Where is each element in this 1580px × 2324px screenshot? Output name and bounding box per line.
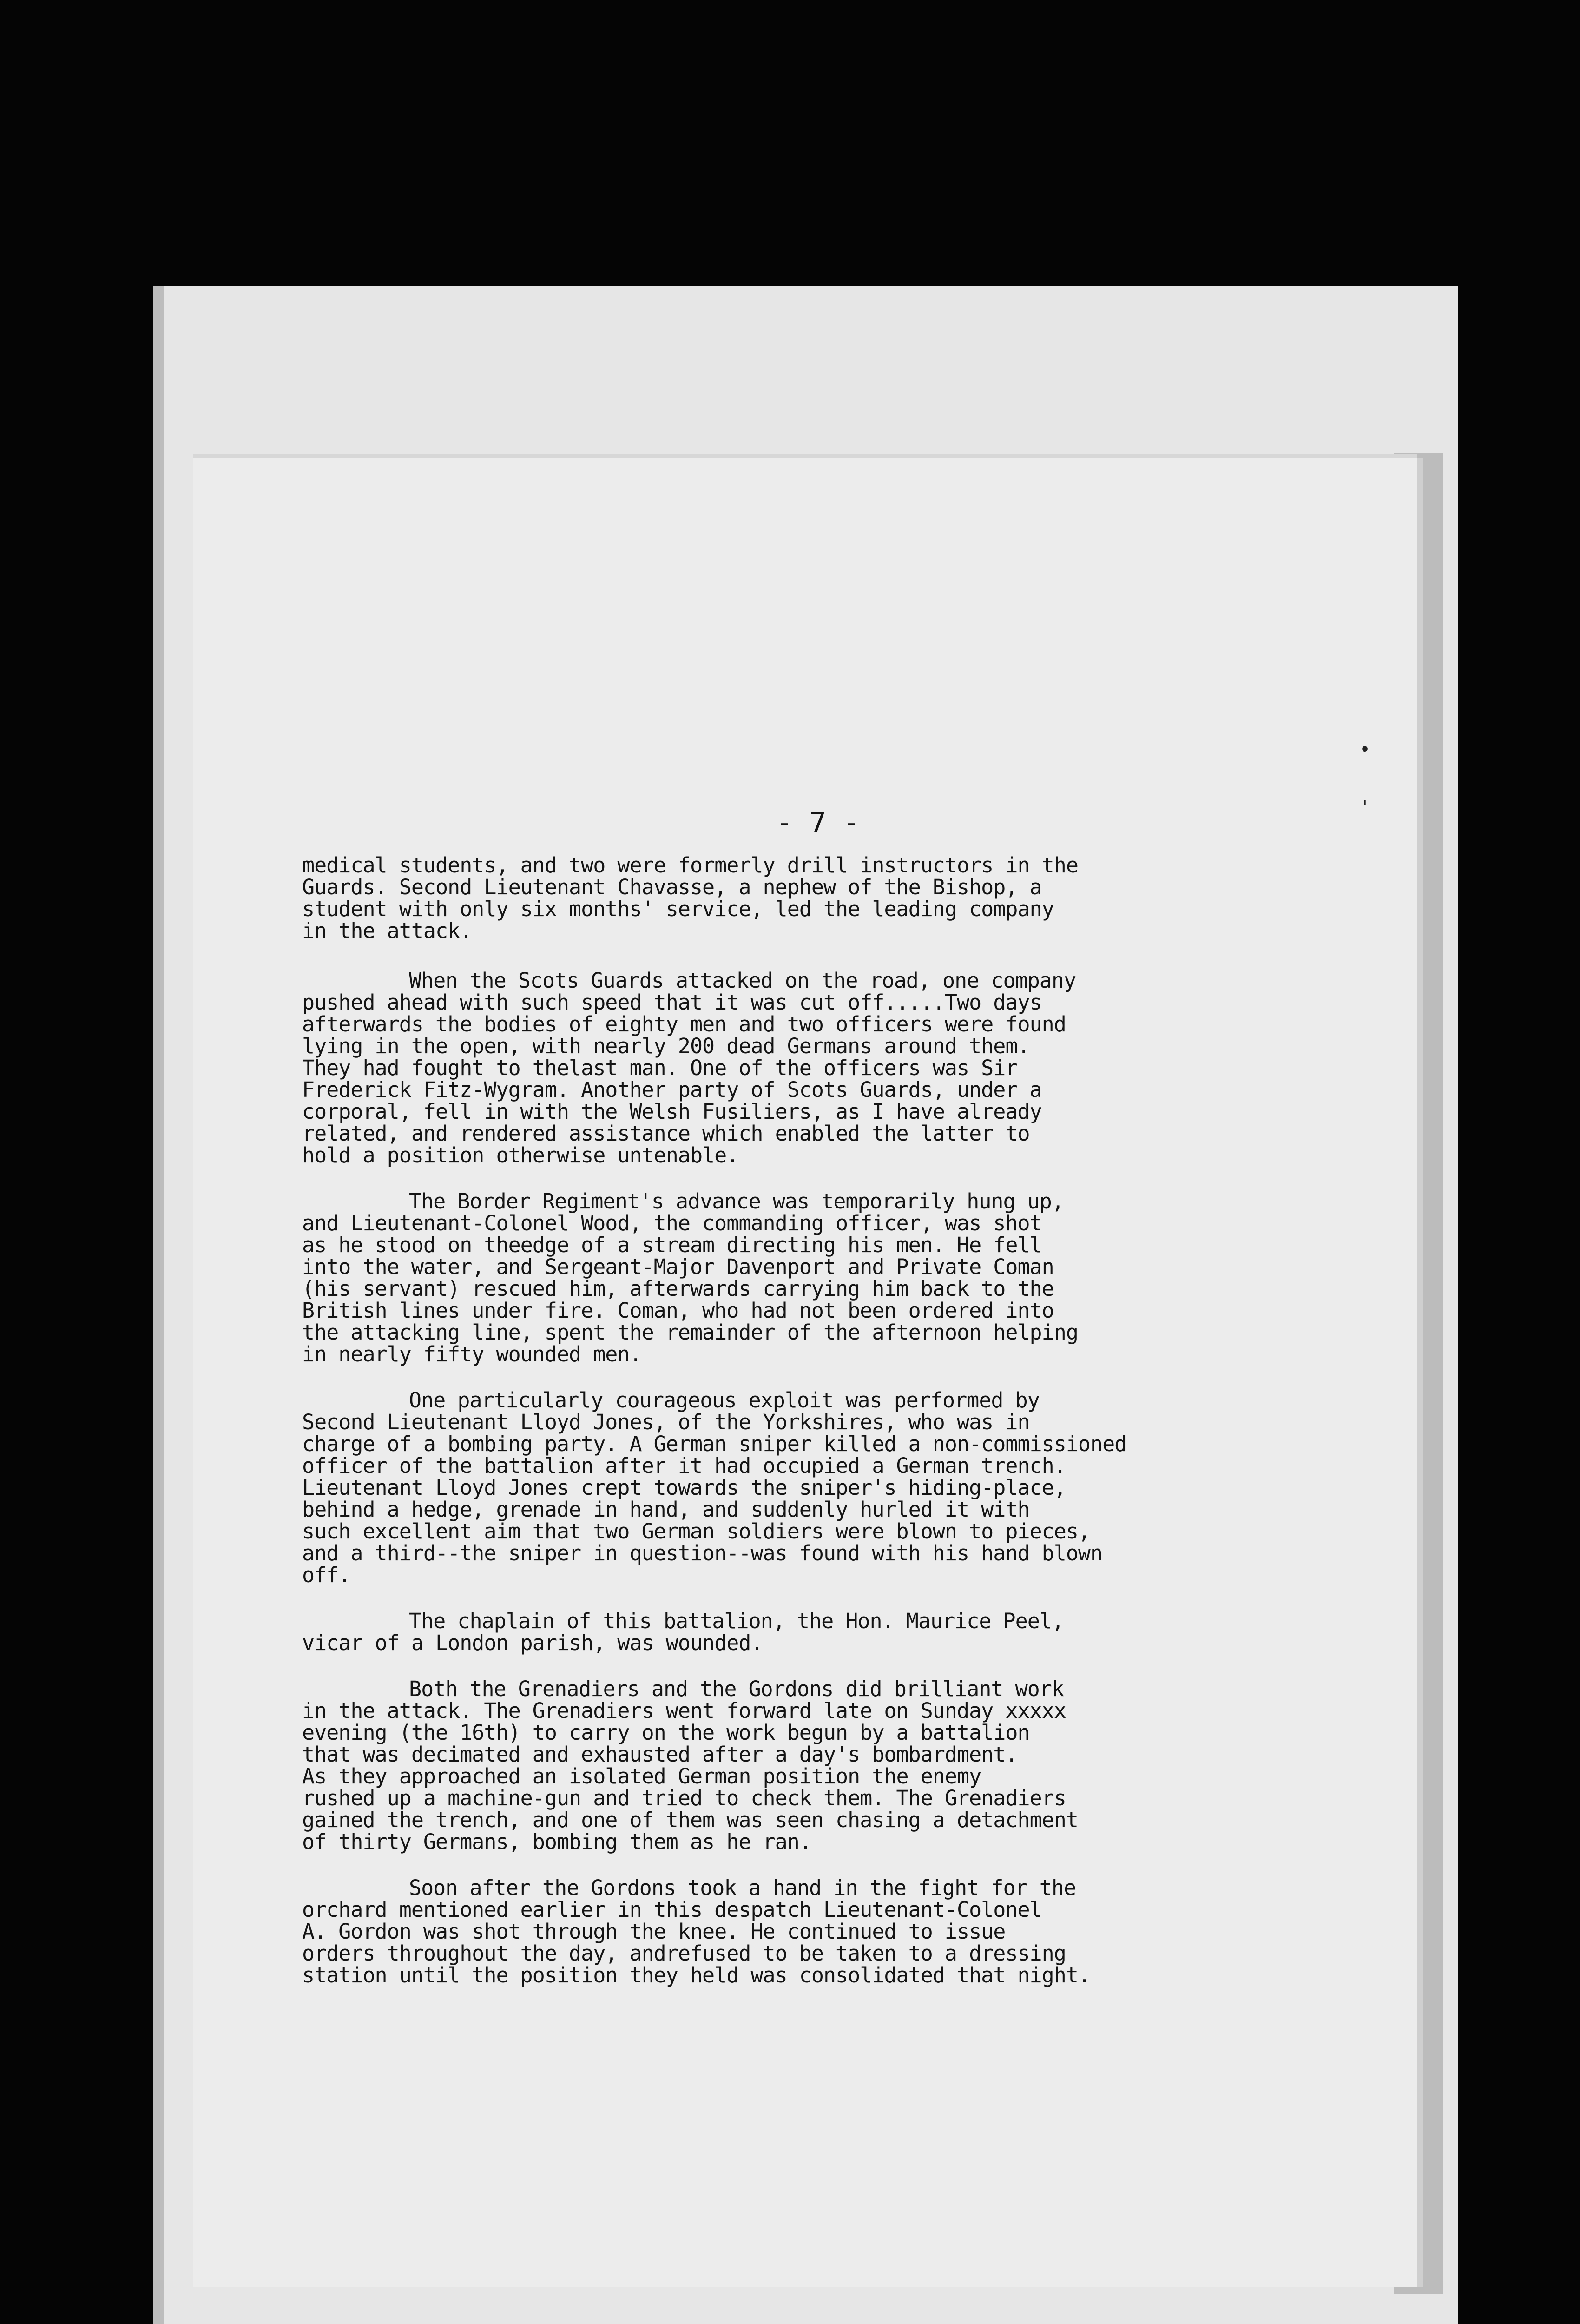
page-number: - 7 - bbox=[776, 806, 860, 839]
paragraph-6: Both the Grenadiers and the Gordons did brilliant work in the attack. The Grenadiers went forward late on Sunday xxxxx evening (the 16th) to carry on the work begun by a battalion that was decimated and exhausted after a day's bombardment. As they approached an isolated German position the enemy rushed up a machine-gun and tried to check them. The Grenadiers gained the trench, and one of them was seen chasing a detachment of thirty Germans, bombing them as he ran. bbox=[302, 1677, 1078, 1854]
speck-mark: ' bbox=[1359, 797, 1371, 819]
speck-mark: • bbox=[1359, 739, 1371, 760]
paragraph-7: Soon after the Gordons took a hand in the fight for the orchard mentioned earlier in this despatch Lieutenant-Colonel A. Gordon was shot through the knee. He continued to issue orders throughout the day, andrefused to be taken to a dressing station until the position they held was consolidated that night. bbox=[302, 1875, 1090, 1987]
paragraph-5: The chaplain of this battalion, the Hon. Maurice Peel, vicar of a London parish, was wounded. bbox=[302, 1609, 1064, 1655]
paragraph-1: medical students, and two were formerly drill instructors in the Guards. Second Lieutenant Chavasse, a nephew of the Bishop, a student with only six months' service, led the leading company in the attack. bbox=[302, 853, 1078, 943]
typed-text bbox=[302, 854, 1297, 2010]
paragraph-2: When the Scots Guards attacked on the road, one company pushed ahead with such speed that it was cut off.....Two days afterwards the bodies of eighty men and two officers were found lying in the open, with nearly 200 dead Germans around them. They had fought to thelast man. One of the officers was Sir Frederick Fitz-Wygram. Another party of Scots Guards, under a corporal, fell in with the Welsh Fusiliers, as I have already related, and rendered assistance which enabled the latter to hold a position otherwise untenable. bbox=[302, 968, 1076, 1168]
paragraph-3: The Border Regiment's advance was temporarily hung up, and Lieutenant-Colonel Wood, the commanding officer, was shot as he stood on theedge of a stream directing his men. He fell into the water, and Sergeant-Major Davenport and Private Coman (his servant) rescued him, afterwards carrying him back to the British lines under fire. Coman, who had not been ordered into the attacking line, spent the remainder of the afternoon helping in nearly fifty wounded men. bbox=[302, 1189, 1078, 1367]
paragraph-4: One particularly courageous exploit was performed by Second Lieutenant Lloyd Jones, of the Yorkshires, who was in charge of a bombing party. A German sniper killed a non-commissioned officer of the battalion after it had occupied a German trench. Lieutenant Lloyd Jones crept towards the sniper's hiding-place, behind a hedge, grenade in hand, and suddenly hurled it with such excellent aim that two German soldiers were blown to pieces, and a third--the sniper in question--was found with his hand blown off. bbox=[302, 1388, 1127, 1587]
